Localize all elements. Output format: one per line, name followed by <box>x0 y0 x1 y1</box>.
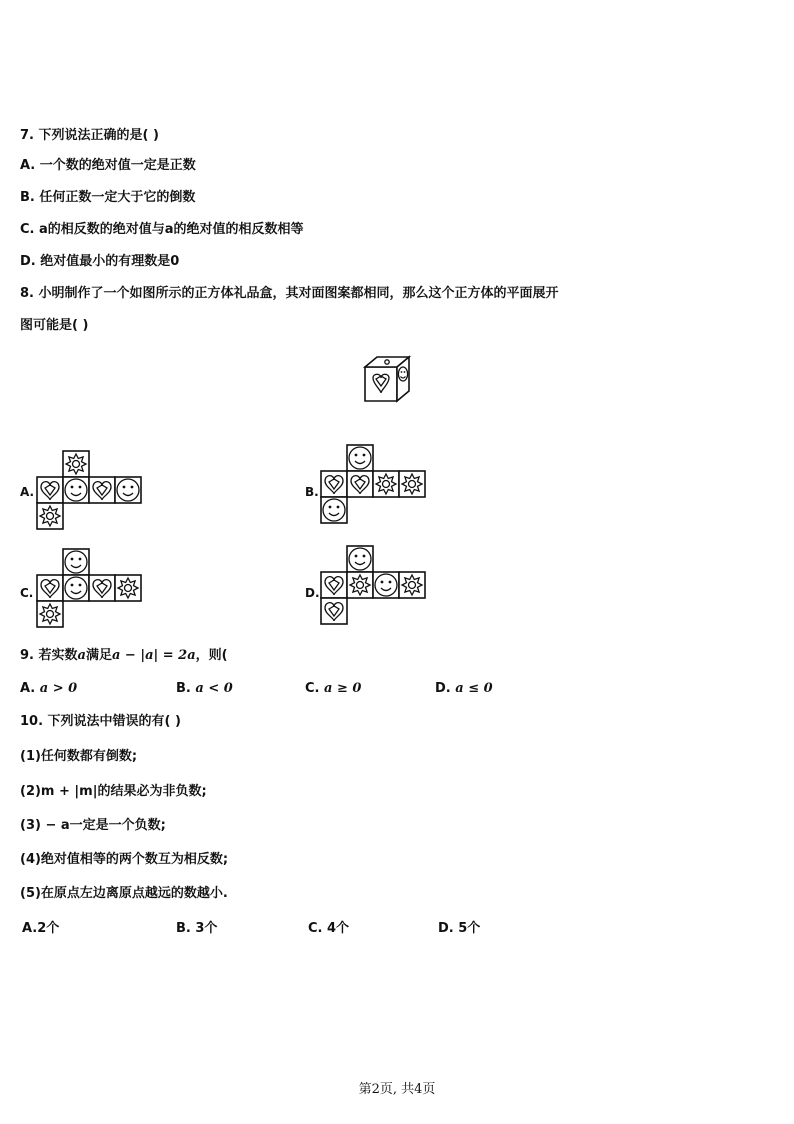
net-c-face-sun-icon <box>37 601 63 627</box>
q9-stem <box>20 647 228 665</box>
net-c-face-smiley-icon <box>63 549 89 575</box>
q7-option-d <box>20 253 179 271</box>
option-label: A. <box>20 681 36 696</box>
net-d-face-heart-icon <box>321 598 347 624</box>
option-label: A. <box>20 158 36 173</box>
net-b-face-sun-icon <box>399 471 425 497</box>
net-b-face-sun-icon <box>373 471 399 497</box>
net-b-face-heart-icon <box>347 471 373 497</box>
option-text: a < 0 <box>195 681 233 696</box>
net-c-face-sun-icon <box>115 575 141 601</box>
q8-option-b-label: B. <box>305 485 319 499</box>
net-a-face-sun-icon <box>37 503 63 529</box>
q8-option-a-label: A. <box>20 485 35 499</box>
net-a <box>36 450 156 540</box>
net-c-face-heart-icon <box>89 575 115 601</box>
net-b <box>320 444 440 534</box>
option-label: B. <box>20 190 35 205</box>
option-text: 5个 <box>458 921 481 936</box>
option-label: B. <box>176 681 191 696</box>
net-d-face-sun-icon <box>399 572 425 598</box>
option-text: a的相反数的绝对值与a的绝对值的相反数相等 <box>39 222 304 237</box>
option-label: B. <box>176 921 191 936</box>
q7-stem: 7. 下列说法正确的是( ) <box>20 128 159 143</box>
option-label: D. <box>438 921 454 936</box>
net-d-face-smiley-icon <box>373 572 399 598</box>
q10-item-2: (2)m + |m|的结果必为非负数; <box>20 784 207 799</box>
net-b-face-smiley-icon <box>347 445 373 471</box>
q10-item-3: (3) − a一定是一个负数; <box>20 818 166 833</box>
q9-option-b <box>176 680 233 698</box>
q10-item-4: (4)绝对值相等的两个数互为相反数; <box>20 852 229 867</box>
page-footer: 第2页, 共4页 <box>358 1082 436 1097</box>
option-text: a ≥ 0 <box>324 681 362 696</box>
q9-option-a <box>20 680 77 698</box>
q9-equation: a − |a| = 2a <box>111 648 196 663</box>
q10-stem: 10. 下列说法中错误的有( ) <box>20 714 181 729</box>
net-c-face-heart-icon <box>37 575 63 601</box>
option-text: 4个 <box>327 921 350 936</box>
q7-option-c <box>20 221 304 239</box>
net-c <box>36 548 156 638</box>
q10-item-5: (5)在原点左边离原点越远的数越小. <box>20 886 228 901</box>
q8-option-d-label: D. <box>305 586 320 600</box>
option-label: D. <box>435 681 451 696</box>
option-label: C. <box>20 222 35 237</box>
option-text: 一个数的绝对值一定是正数 <box>39 158 196 173</box>
q10-option-a <box>22 920 59 938</box>
q10-option-c <box>308 920 349 938</box>
q9-stem-mid: 满足 <box>85 648 112 663</box>
option-text: 绝对值最小的有理数是0 <box>40 254 180 269</box>
net-a-face-heart-icon <box>37 477 63 503</box>
q7-option-b <box>20 189 195 207</box>
q7-option-a <box>20 157 196 175</box>
net-a-face-sun-icon <box>63 451 89 477</box>
net-a-face-heart-icon <box>89 477 115 503</box>
option-label: A. <box>22 921 38 936</box>
cube-figure <box>362 353 422 405</box>
q9-option-d <box>435 680 493 698</box>
option-label: D. <box>20 254 36 269</box>
option-text: a ≤ 0 <box>455 681 493 696</box>
q9-var: a <box>77 648 86 663</box>
net-a-face-smiley-icon <box>115 477 141 503</box>
q8-stem-line1: 8. 小明制作了一个如图所示的正方体礼品盒，其对面图案都相同，那么这个正方体的平面展开 <box>20 286 559 301</box>
option-label: C. <box>305 681 320 696</box>
net-b-face-heart-icon <box>321 471 347 497</box>
net-d <box>320 545 440 635</box>
option-text: 3个 <box>195 921 218 936</box>
option-text: 任何正数一定大于它的倒数 <box>39 190 196 205</box>
option-label: C. <box>308 921 323 936</box>
net-d-face-heart-icon <box>321 572 347 598</box>
q10-option-b <box>176 920 217 938</box>
option-text: a > 0 <box>39 681 78 696</box>
net-a-face-smiley-icon <box>63 477 89 503</box>
q10-option-d <box>438 920 480 938</box>
net-d-face-smiley-icon <box>347 546 373 572</box>
option-text: 2个 <box>37 921 60 936</box>
q9-stem-suffix: ，则( <box>195 648 228 663</box>
q10-item-1: (1)任何数都有倒数; <box>20 749 138 764</box>
net-d-face-sun-icon <box>347 572 373 598</box>
q9-option-c <box>305 680 361 698</box>
q9-stem-prefix: 9. 若实数 <box>20 648 78 663</box>
net-b-face-smiley-icon <box>321 497 347 523</box>
net-c-face-smiley-icon <box>63 575 89 601</box>
q8-option-c-label: C. <box>20 586 34 600</box>
q8-stem-line2: 图可能是( ) <box>20 318 89 333</box>
